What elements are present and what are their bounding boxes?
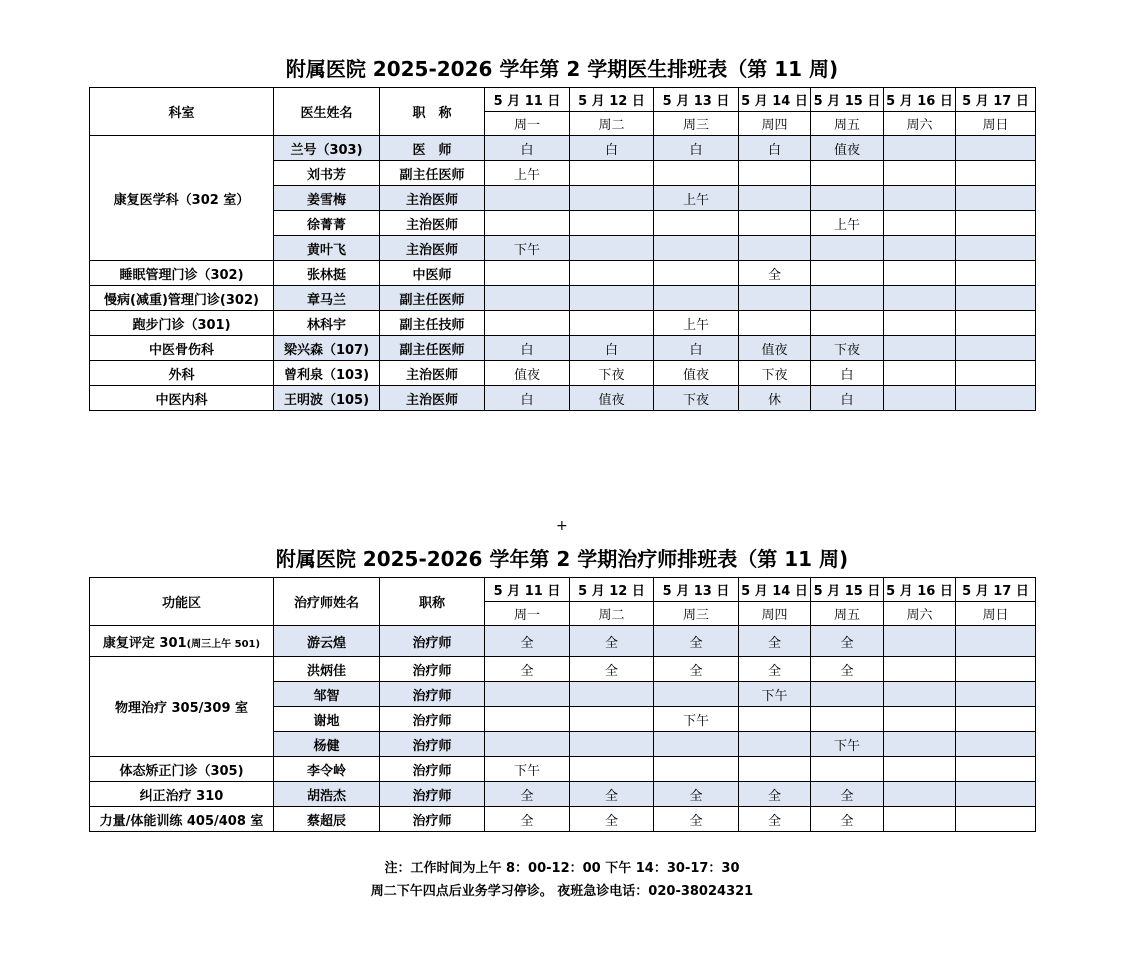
weekday-header: 周四 <box>739 112 811 136</box>
shift-cell <box>956 732 1036 757</box>
shift-cell <box>884 311 956 336</box>
staff-name: 刘书芳 <box>274 161 380 186</box>
date-header: 5 月 16 日 <box>884 578 956 602</box>
shift-cell: 白 <box>739 136 811 161</box>
shift-cell: 白 <box>811 361 884 386</box>
dept-cell <box>90 311 274 336</box>
shift-cell <box>956 336 1036 361</box>
header-therapist-name: 治疗师姓名 <box>274 578 380 626</box>
shift-cell <box>811 286 884 311</box>
shift-cell <box>739 186 811 211</box>
shift-cell <box>485 261 570 286</box>
staff-name: 梁兴森（107) <box>274 336 380 361</box>
shift-cell <box>956 682 1036 707</box>
shift-cell: 白 <box>570 336 654 361</box>
shift-cell <box>570 211 654 236</box>
shift-cell: 白 <box>654 336 739 361</box>
table-row <box>90 336 1036 361</box>
weekday-header: 周一 <box>485 112 570 136</box>
date-header: 5 月 14 日 <box>739 578 811 602</box>
table-row <box>90 626 1036 657</box>
shift-cell: 全 <box>654 657 739 682</box>
dept-label: 纠正治疗 310 <box>139 788 224 804</box>
doctor-schedule-table <box>89 87 1036 411</box>
header-title: 职称 <box>380 578 485 626</box>
staff-title: 副主任医师 <box>380 286 485 311</box>
shift-cell <box>884 211 956 236</box>
shift-cell <box>956 261 1036 286</box>
staff-name: 兰号（303) <box>274 136 380 161</box>
shift-cell <box>884 732 956 757</box>
shift-cell <box>485 682 570 707</box>
staff-name: 王明波（105) <box>274 386 380 411</box>
shift-cell: 白 <box>570 136 654 161</box>
staff-name: 李令岭 <box>274 757 380 782</box>
table-row <box>90 757 1036 782</box>
shift-cell <box>739 236 811 261</box>
dept-cell <box>90 626 274 657</box>
shift-cell <box>485 286 570 311</box>
shift-cell <box>884 386 956 411</box>
shift-cell <box>884 626 956 657</box>
weekday-header: 周四 <box>739 602 811 626</box>
staff-title: 主治医师 <box>380 236 485 261</box>
shift-cell <box>884 336 956 361</box>
staff-name: 洪炳佳 <box>274 657 380 682</box>
staff-name: 张林挺 <box>274 261 380 286</box>
dept-label: 跑步门诊（301) <box>132 317 231 333</box>
shift-cell: 下夜 <box>811 336 884 361</box>
shift-cell: 全 <box>654 626 739 657</box>
dept-label: 睡眠管理门诊（302) <box>119 267 244 283</box>
shift-cell <box>956 136 1036 161</box>
dept-label: 慢病(减重)管理门诊(302) <box>104 292 259 308</box>
shift-cell: 下午 <box>654 707 739 732</box>
shift-cell <box>654 261 739 286</box>
shift-cell: 全 <box>739 782 811 807</box>
staff-title: 副主任技师 <box>380 311 485 336</box>
shift-cell: 全 <box>811 807 884 832</box>
shift-cell <box>884 286 956 311</box>
table-row <box>90 311 1036 336</box>
shift-cell: 全 <box>739 626 811 657</box>
dept-label: 康复评定 301 <box>102 635 187 651</box>
staff-name: 姜雪梅 <box>274 186 380 211</box>
shift-cell <box>739 286 811 311</box>
dept-cell <box>90 386 274 411</box>
shift-cell: 全 <box>811 657 884 682</box>
staff-name: 章马兰 <box>274 286 380 311</box>
study-and-hotline-note: 周二下午四点后业务学习停诊。 夜班急诊电话：020-38024321 <box>370 884 754 899</box>
dept-label: 中医内科 <box>155 392 208 408</box>
shift-cell <box>485 707 570 732</box>
table-row <box>90 286 1036 311</box>
staff-title: 医 师 <box>380 136 485 161</box>
staff-name: 游云煌 <box>274 626 380 657</box>
shift-cell <box>570 261 654 286</box>
shift-cell <box>956 361 1036 386</box>
staff-title: 副主任医师 <box>380 336 485 361</box>
shift-cell <box>811 682 884 707</box>
staff-title: 主治医师 <box>380 386 485 411</box>
shift-cell: 全 <box>811 782 884 807</box>
work-hours-note: 注：工作时间为上午 8：00-12：00 下午 14：30-17：30 <box>384 861 740 876</box>
shift-cell <box>811 236 884 261</box>
dept-label: 力量/体能训练 405/408 室 <box>99 813 264 829</box>
header-doctor-name: 医生姓名 <box>274 88 380 136</box>
shift-cell: 全 <box>485 807 570 832</box>
dept-label: 外科 <box>168 367 195 383</box>
staff-title: 治疗师 <box>380 807 485 832</box>
dept-cell <box>90 657 274 757</box>
shift-cell <box>884 361 956 386</box>
shift-cell: 全 <box>654 807 739 832</box>
shift-cell <box>654 682 739 707</box>
shift-cell: 全 <box>570 626 654 657</box>
weekday-header: 周五 <box>811 602 884 626</box>
shift-cell <box>654 211 739 236</box>
staff-title: 治疗师 <box>380 782 485 807</box>
staff-name: 徐菁菁 <box>274 211 380 236</box>
shift-cell: 全 <box>485 782 570 807</box>
date-header: 5 月 16 日 <box>884 88 956 112</box>
date-header: 5 月 15 日 <box>811 578 884 602</box>
shift-cell <box>884 186 956 211</box>
shift-cell <box>485 311 570 336</box>
weekday-header: 周六 <box>884 602 956 626</box>
shift-cell <box>739 707 811 732</box>
staff-name: 邹智 <box>274 682 380 707</box>
staff-name: 杨健 <box>274 732 380 757</box>
date-header: 5 月 12 日 <box>570 578 654 602</box>
shift-cell: 全 <box>485 657 570 682</box>
dept-cell <box>90 286 274 311</box>
weekday-header: 周二 <box>570 112 654 136</box>
shift-cell <box>956 807 1036 832</box>
weekday-header: 周三 <box>654 112 739 136</box>
header-function-area: 功能区 <box>90 578 274 626</box>
shift-cell <box>884 236 956 261</box>
shift-cell <box>654 757 739 782</box>
dept-cell <box>90 361 274 386</box>
date-header: 5 月 13 日 <box>654 88 739 112</box>
shift-cell: 上午 <box>654 186 739 211</box>
staff-title: 治疗师 <box>380 626 485 657</box>
weekday-header: 周日 <box>956 112 1036 136</box>
shift-cell <box>570 732 654 757</box>
staff-name: 黄叶飞 <box>274 236 380 261</box>
shift-cell <box>956 782 1036 807</box>
shift-cell <box>570 286 654 311</box>
shift-cell: 值夜 <box>654 361 739 386</box>
staff-name: 林科宇 <box>274 311 380 336</box>
shift-cell <box>811 261 884 286</box>
therapist-schedule-title: 附属医院 2025-2026 学年第 2 学期治疗师排班表（第 11 周) <box>275 547 849 571</box>
header-title: 职 称 <box>380 88 485 136</box>
date-header: 5 月 11 日 <box>485 578 570 602</box>
staff-title: 治疗师 <box>380 732 485 757</box>
date-header: 5 月 12 日 <box>570 88 654 112</box>
shift-cell: 全 <box>811 626 884 657</box>
shift-cell <box>956 386 1036 411</box>
staff-title: 治疗师 <box>380 757 485 782</box>
weekday-header: 周三 <box>654 602 739 626</box>
shift-cell: 下午 <box>485 757 570 782</box>
table-row <box>90 386 1036 411</box>
shift-cell <box>654 161 739 186</box>
shift-cell: 值夜 <box>485 361 570 386</box>
dept-cell <box>90 261 274 286</box>
shift-cell <box>570 757 654 782</box>
staff-title: 治疗师 <box>380 682 485 707</box>
doctor-schedule-title: 附属医院 2025-2026 学年第 2 学期医生排班表（第 11 周) <box>285 57 839 81</box>
staff-title: 中医师 <box>380 261 485 286</box>
shift-cell <box>956 311 1036 336</box>
shift-cell: 上午 <box>485 161 570 186</box>
weekday-header: 周一 <box>485 602 570 626</box>
shift-cell <box>956 211 1036 236</box>
staff-name: 胡浩杰 <box>274 782 380 807</box>
shift-cell <box>811 757 884 782</box>
date-header: 5 月 15 日 <box>811 88 884 112</box>
weekday-header: 周六 <box>884 112 956 136</box>
shift-cell <box>956 657 1036 682</box>
shift-cell <box>811 311 884 336</box>
shift-cell <box>884 136 956 161</box>
staff-name: 曾利泉（103) <box>274 361 380 386</box>
shift-cell: 下午 <box>739 682 811 707</box>
shift-cell <box>739 311 811 336</box>
shift-cell <box>570 161 654 186</box>
shift-cell: 下午 <box>811 732 884 757</box>
shift-cell <box>884 757 956 782</box>
shift-cell <box>739 161 811 186</box>
shift-cell <box>654 286 739 311</box>
dept-cell <box>90 336 274 361</box>
shift-cell <box>884 161 956 186</box>
dept-label: 体态矫正门诊（305) <box>119 763 244 779</box>
shift-cell <box>570 682 654 707</box>
shift-cell <box>811 186 884 211</box>
shift-cell <box>739 732 811 757</box>
shift-cell: 白 <box>811 386 884 411</box>
staff-title: 副主任医师 <box>380 161 485 186</box>
table-row <box>90 261 1036 286</box>
shift-cell: 全 <box>739 807 811 832</box>
shift-cell <box>956 626 1036 657</box>
shift-cell <box>570 236 654 261</box>
shift-cell: 全 <box>570 657 654 682</box>
weekday-header: 周日 <box>956 602 1036 626</box>
table-row <box>90 136 1036 161</box>
staff-title: 主治医师 <box>380 186 485 211</box>
plus-mark: + <box>556 518 568 534</box>
dept-label: 物理治疗 305/309 室 <box>114 701 249 716</box>
shift-cell <box>739 211 811 236</box>
shift-cell: 下夜 <box>570 361 654 386</box>
shift-cell <box>485 186 570 211</box>
date-header: 5 月 17 日 <box>956 88 1036 112</box>
dept-cell <box>90 757 274 782</box>
dept-note: (周三上午 501) <box>186 638 261 650</box>
header-dept: 科室 <box>90 88 274 136</box>
shift-cell <box>956 236 1036 261</box>
staff-name: 谢地 <box>274 707 380 732</box>
shift-cell <box>485 211 570 236</box>
shift-cell: 白 <box>654 136 739 161</box>
shift-cell: 白 <box>485 336 570 361</box>
shift-cell <box>956 286 1036 311</box>
shift-cell: 全 <box>739 261 811 286</box>
shift-cell <box>570 311 654 336</box>
shift-cell: 下午 <box>485 236 570 261</box>
staff-name: 蔡超辰 <box>274 807 380 832</box>
shift-cell <box>884 682 956 707</box>
dept-label: 中医骨伤科 <box>148 342 214 358</box>
staff-title: 治疗师 <box>380 657 485 682</box>
shift-cell: 全 <box>570 807 654 832</box>
weekday-header: 周五 <box>811 112 884 136</box>
shift-cell: 全 <box>739 657 811 682</box>
shift-cell: 全 <box>485 626 570 657</box>
shift-cell <box>654 236 739 261</box>
shift-cell <box>884 261 956 286</box>
shift-cell <box>739 757 811 782</box>
shift-cell: 全 <box>654 782 739 807</box>
shift-cell: 上午 <box>811 211 884 236</box>
shift-cell: 下夜 <box>654 386 739 411</box>
shift-cell <box>884 707 956 732</box>
shift-cell: 休 <box>739 386 811 411</box>
shift-cell: 白 <box>485 136 570 161</box>
date-header: 5 月 13 日 <box>654 578 739 602</box>
shift-cell <box>956 186 1036 211</box>
dept-cell <box>90 807 274 832</box>
staff-title: 主治医师 <box>380 361 485 386</box>
staff-title: 主治医师 <box>380 211 485 236</box>
shift-cell: 全 <box>570 782 654 807</box>
shift-cell <box>956 757 1036 782</box>
shift-cell <box>654 732 739 757</box>
shift-cell <box>884 657 956 682</box>
dept-cell <box>90 136 274 261</box>
shift-cell <box>811 707 884 732</box>
table-row <box>90 807 1036 832</box>
shift-cell <box>811 161 884 186</box>
date-header: 5 月 14 日 <box>739 88 811 112</box>
shift-cell <box>570 186 654 211</box>
table-row <box>90 361 1036 386</box>
shift-cell <box>884 782 956 807</box>
shift-cell <box>570 707 654 732</box>
table-row <box>90 657 1036 682</box>
shift-cell: 下夜 <box>739 361 811 386</box>
dept-cell <box>90 782 274 807</box>
shift-cell: 白 <box>485 386 570 411</box>
date-header: 5 月 11 日 <box>485 88 570 112</box>
shift-cell <box>884 807 956 832</box>
shift-cell <box>956 161 1036 186</box>
date-header: 5 月 17 日 <box>956 578 1036 602</box>
shift-cell <box>956 707 1036 732</box>
shift-cell: 值夜 <box>570 386 654 411</box>
dept-label: 康复医学科（302 室） <box>113 192 250 208</box>
therapist-schedule-table <box>89 577 1036 832</box>
shift-cell: 上午 <box>654 311 739 336</box>
staff-title: 治疗师 <box>380 707 485 732</box>
table-row <box>90 782 1036 807</box>
shift-cell: 值夜 <box>811 136 884 161</box>
shift-cell: 值夜 <box>739 336 811 361</box>
weekday-header: 周二 <box>570 602 654 626</box>
shift-cell <box>485 732 570 757</box>
